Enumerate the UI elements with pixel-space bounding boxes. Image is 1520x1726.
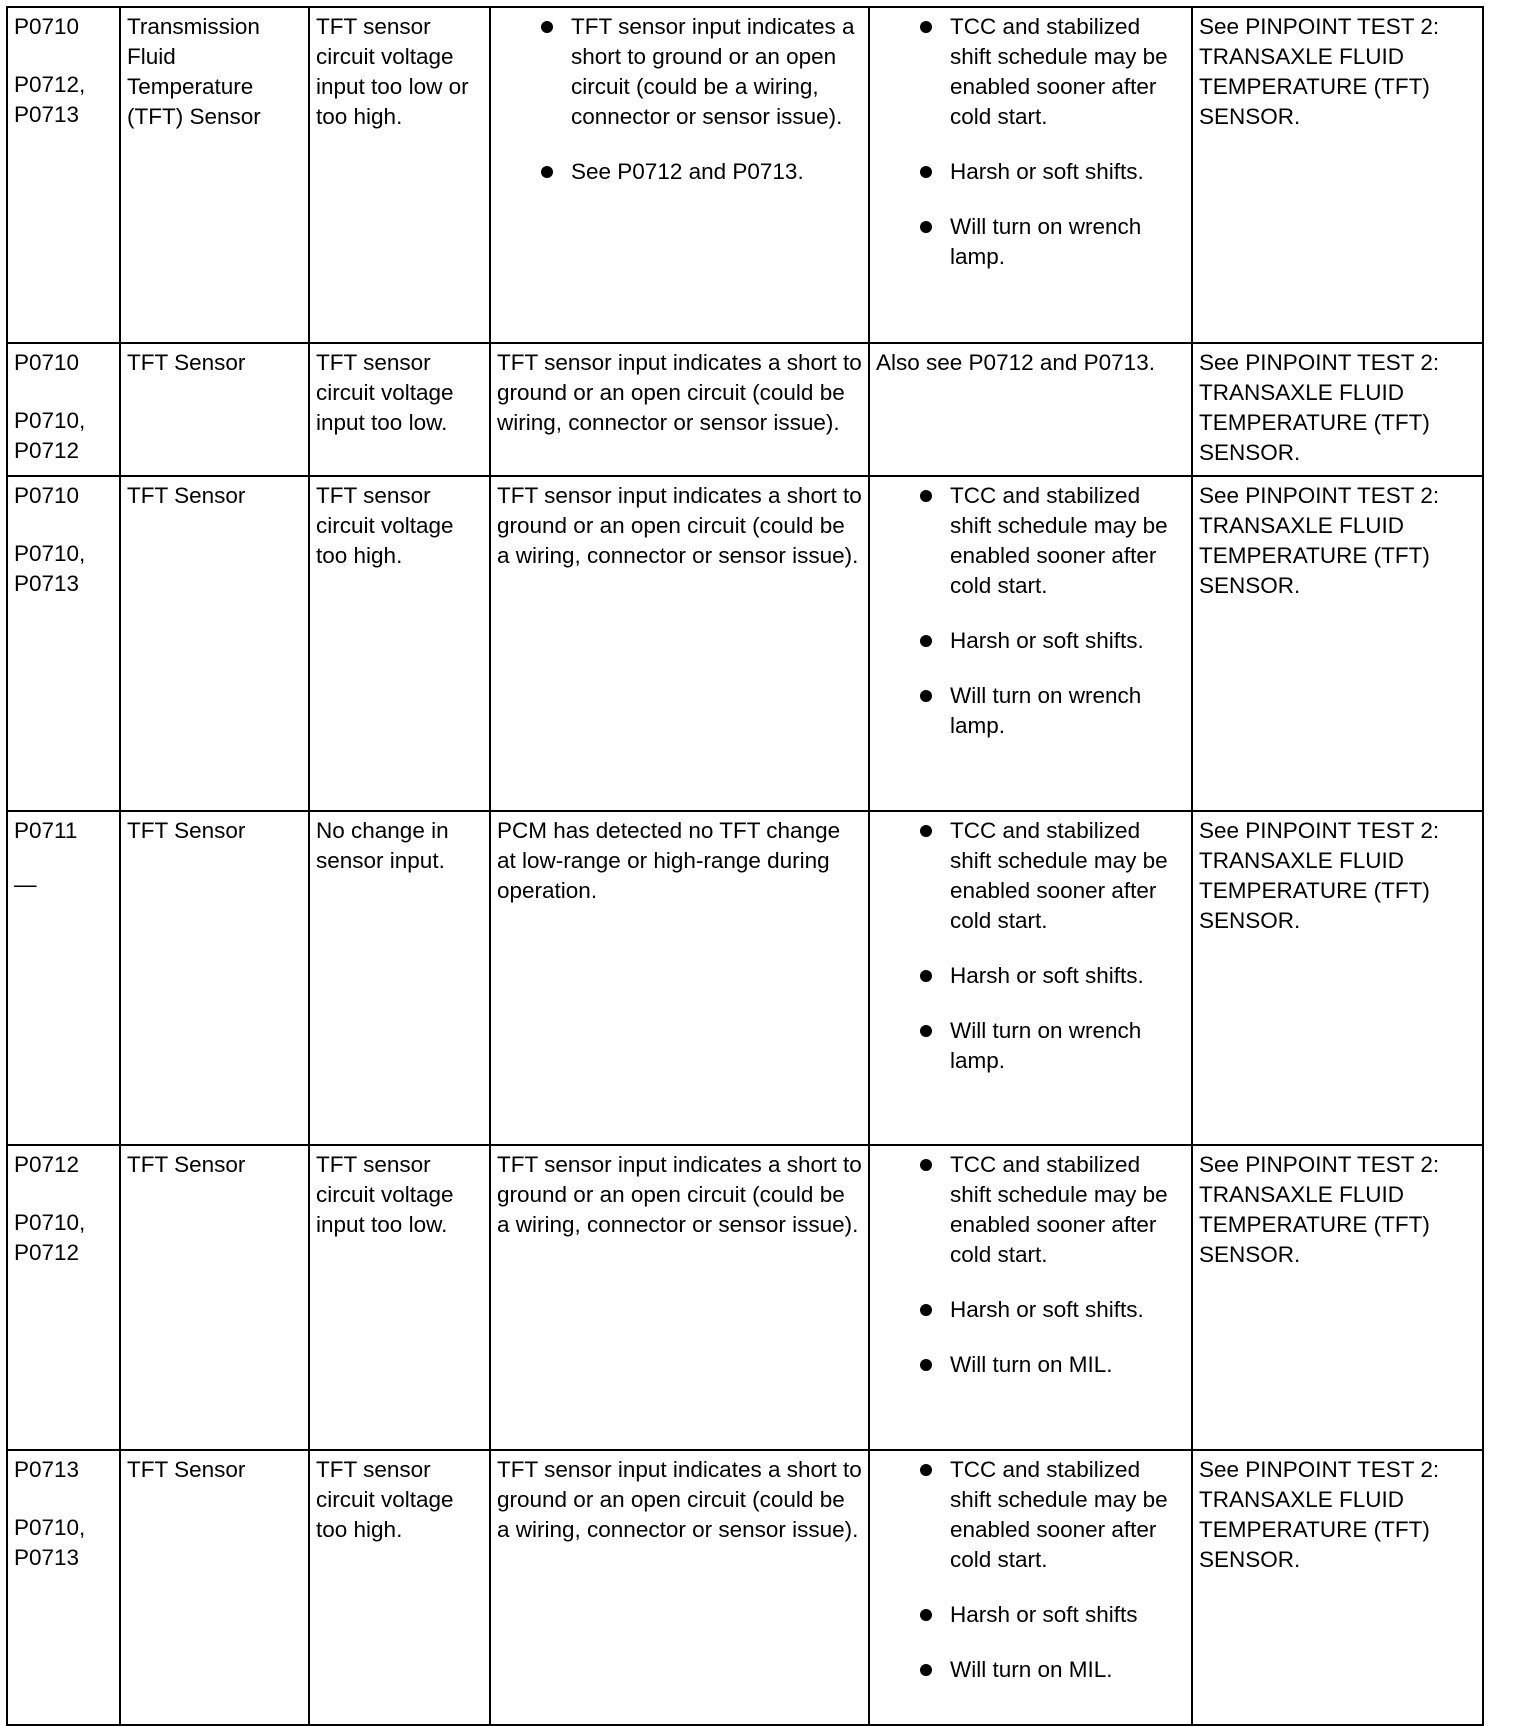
list-item: TCC and stabilized shift schedule may be enabled sooner after cold start. bbox=[876, 481, 1185, 601]
bullet-icon bbox=[920, 166, 932, 178]
list-item: TFT sensor input indicates a short to ground or an open circuit (could be a wiring, connector or sensor issue). bbox=[497, 12, 862, 132]
table-row bbox=[7, 1450, 1483, 1725]
component-cell: TFT Sensor bbox=[120, 1450, 309, 1725]
symptom-list bbox=[876, 816, 1185, 1076]
bullet-icon bbox=[920, 1304, 932, 1316]
condition-cell bbox=[490, 7, 869, 343]
condition-list bbox=[497, 12, 862, 187]
list-item: Harsh or soft shifts bbox=[876, 1600, 1185, 1630]
bullet-icon bbox=[920, 21, 932, 33]
bullet-icon bbox=[920, 1025, 932, 1037]
dtc-alt-codes: P0712, P0713 bbox=[14, 72, 86, 127]
list-item: Will turn on MIL. bbox=[876, 1350, 1185, 1380]
symptom-cell bbox=[869, 1450, 1192, 1725]
list-item: TCC and stabilized shift schedule may be enabled sooner after cold start. bbox=[876, 1150, 1185, 1270]
symptom-cell bbox=[869, 7, 1192, 343]
condition-cell: TFT sensor input indicates a short to ground or an open circuit (could be a wiring, connector or sensor issue). bbox=[490, 1450, 869, 1725]
symptom-cell bbox=[869, 811, 1192, 1145]
dtc-code-cell bbox=[7, 476, 120, 811]
list-item: TCC and stabilized shift schedule may be enabled sooner after cold start. bbox=[876, 816, 1185, 936]
bullet-icon bbox=[541, 166, 553, 178]
condition-cell: TFT sensor input indicates a short to ground or an open circuit (could be wiring, connector or sensor issue). bbox=[490, 343, 869, 476]
dtc-alt-codes: P0710, P0713 bbox=[14, 541, 86, 596]
bullet-icon bbox=[920, 490, 932, 502]
dtc-alt-codes: P0710, P0712 bbox=[14, 408, 86, 463]
component-cell: TFT Sensor bbox=[120, 811, 309, 1145]
action-cell: See PINPOINT TEST 2: TRANSAXLE FLUID TEMPERATURE (TFT) SENSOR. bbox=[1192, 1450, 1483, 1725]
list-item: Will turn on wrench lamp. bbox=[876, 212, 1185, 272]
dtc-alt-codes: P0710, P0712 bbox=[14, 1210, 86, 1265]
dtc-code: P0713 bbox=[14, 1457, 80, 1482]
bullet-icon bbox=[920, 690, 932, 702]
bullet-icon bbox=[920, 1609, 932, 1621]
dtc-code-cell bbox=[7, 1145, 120, 1450]
bullet-icon bbox=[920, 635, 932, 647]
list-item: Harsh or soft shifts. bbox=[876, 1295, 1185, 1325]
dtc-alt-codes: — bbox=[14, 872, 37, 897]
component-cell: TFT Sensor bbox=[120, 1145, 309, 1450]
dtc-code-cell bbox=[7, 343, 120, 476]
table-row bbox=[7, 811, 1483, 1145]
symptom-list bbox=[876, 1150, 1185, 1380]
bullet-icon bbox=[920, 1159, 932, 1171]
dtc-alt-codes: P0710, P0713 bbox=[14, 1515, 86, 1570]
description-cell: TFT sensor circuit voltage too high. bbox=[309, 1450, 490, 1725]
symptom-list bbox=[876, 481, 1185, 741]
action-cell: See PINPOINT TEST 2: TRANSAXLE FLUID TEMPERATURE (TFT) SENSOR. bbox=[1192, 1145, 1483, 1450]
table-row bbox=[7, 476, 1483, 811]
list-item: See P0712 and P0713. bbox=[497, 157, 862, 187]
action-cell: See PINPOINT TEST 2: TRANSAXLE FLUID TEMPERATURE (TFT) SENSOR. bbox=[1192, 343, 1483, 476]
dtc-table bbox=[6, 6, 1484, 1726]
dtc-code: P0710 bbox=[14, 350, 80, 375]
symptom-list bbox=[876, 1455, 1185, 1685]
list-item: TCC and stabilized shift schedule may be enabled sooner after cold start. bbox=[876, 1455, 1185, 1575]
component-cell: Transmission Fluid Temperature (TFT) Sensor bbox=[120, 7, 309, 343]
dtc-code: P0712 bbox=[14, 1152, 80, 1177]
table-row bbox=[7, 7, 1483, 343]
dtc-code: P0710 bbox=[14, 483, 80, 508]
table-row bbox=[7, 343, 1483, 476]
dtc-code-cell bbox=[7, 1450, 120, 1725]
list-item: Will turn on wrench lamp. bbox=[876, 1016, 1185, 1076]
dtc-code: P0711 bbox=[14, 818, 78, 843]
bullet-icon bbox=[541, 21, 553, 33]
description-cell: No change in sensor input. bbox=[309, 811, 490, 1145]
list-item: Will turn on MIL. bbox=[876, 1655, 1185, 1685]
bullet-icon bbox=[920, 970, 932, 982]
description-cell: TFT sensor circuit voltage input too low or too high. bbox=[309, 7, 490, 343]
table-row bbox=[7, 1145, 1483, 1450]
bullet-icon bbox=[920, 1664, 932, 1676]
bullet-icon bbox=[920, 221, 932, 233]
action-cell: See PINPOINT TEST 2: TRANSAXLE FLUID TEMPERATURE (TFT) SENSOR. bbox=[1192, 811, 1483, 1145]
list-item: Harsh or soft shifts. bbox=[876, 157, 1185, 187]
action-cell: See PINPOINT TEST 2: TRANSAXLE FLUID TEMPERATURE (TFT) SENSOR. bbox=[1192, 476, 1483, 811]
symptom-cell bbox=[869, 476, 1192, 811]
list-item: Harsh or soft shifts. bbox=[876, 961, 1185, 991]
condition-cell: TFT sensor input indicates a short to ground or an open circuit (could be a wiring, connector or sensor issue). bbox=[490, 1145, 869, 1450]
symptom-list bbox=[876, 12, 1185, 272]
dtc-code-cell bbox=[7, 7, 120, 343]
bullet-icon bbox=[920, 1359, 932, 1371]
description-cell: TFT sensor circuit voltage input too low. bbox=[309, 343, 490, 476]
dtc-code: P0710 bbox=[14, 14, 80, 39]
condition-cell: PCM has detected no TFT change at low-range or high-range during operation. bbox=[490, 811, 869, 1145]
bullet-icon bbox=[920, 825, 932, 837]
description-cell: TFT sensor circuit voltage input too low. bbox=[309, 1145, 490, 1450]
bullet-icon bbox=[920, 1464, 932, 1476]
symptom-cell: Also see P0712 and P0713. bbox=[869, 343, 1192, 476]
component-cell: TFT Sensor bbox=[120, 343, 309, 476]
list-item: Harsh or soft shifts. bbox=[876, 626, 1185, 656]
list-item: Will turn on wrench lamp. bbox=[876, 681, 1185, 741]
condition-cell: TFT sensor input indicates a short to ground or an open circuit (could be a wiring, connector or sensor issue). bbox=[490, 476, 869, 811]
component-cell: TFT Sensor bbox=[120, 476, 309, 811]
list-item: TCC and stabilized shift schedule may be enabled sooner after cold start. bbox=[876, 12, 1185, 132]
description-cell: TFT sensor circuit voltage too high. bbox=[309, 476, 490, 811]
symptom-cell bbox=[869, 1145, 1192, 1450]
action-cell: See PINPOINT TEST 2: TRANSAXLE FLUID TEMPERATURE (TFT) SENSOR. bbox=[1192, 7, 1483, 343]
dtc-code-cell bbox=[7, 811, 120, 1145]
